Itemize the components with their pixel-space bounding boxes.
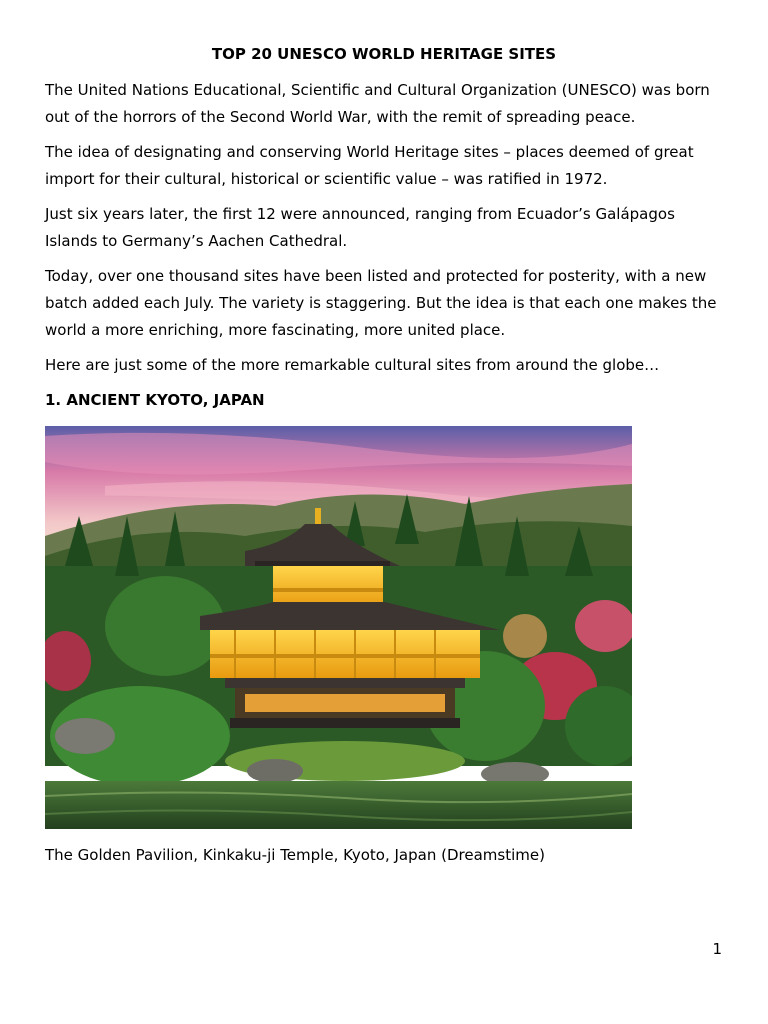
section-heading-kyoto: 1. ANCIENT KYOTO, JAPAN — [45, 391, 265, 409]
paragraph-world-heritage-idea: The idea of designating and conserving World Heritage sites – places deemed of great import for their cultural, historical or scientific value – was ratified in 1972. — [45, 143, 694, 188]
paragraph-today: Today, over one thousand sites have been listed and protected for posterity, with a new batch added each July. The variety is staggering. But the idea is that each one makes the world a more enriching, more fascinating, more united place. — [45, 267, 717, 339]
kinkakuji-photo — [45, 426, 632, 829]
paragraph-first-sites: Just six years later, the first 12 were announced, ranging from Ecuador’s Galápagos Islands to Germany’s Aachen Cathedral. — [45, 205, 675, 250]
paragraph-intro-list: Here are just some of the more remarkable cultural sites from around the globe… — [45, 356, 660, 374]
document-title: TOP 20 UNESCO WORLD HERITAGE SITES — [211, 45, 557, 63]
page-number: 1 — [712, 940, 722, 958]
image-caption: The Golden Pavilion, Kinkaku-ji Temple, Kyoto, Japan (Dreamstime) — [45, 846, 545, 864]
paragraph-unesco-origin: The United Nations Educational, Scientific and Cultural Organization (UNESCO) was born out of the horrors of the Second World War, with the remit of spreading peace. — [45, 81, 710, 126]
